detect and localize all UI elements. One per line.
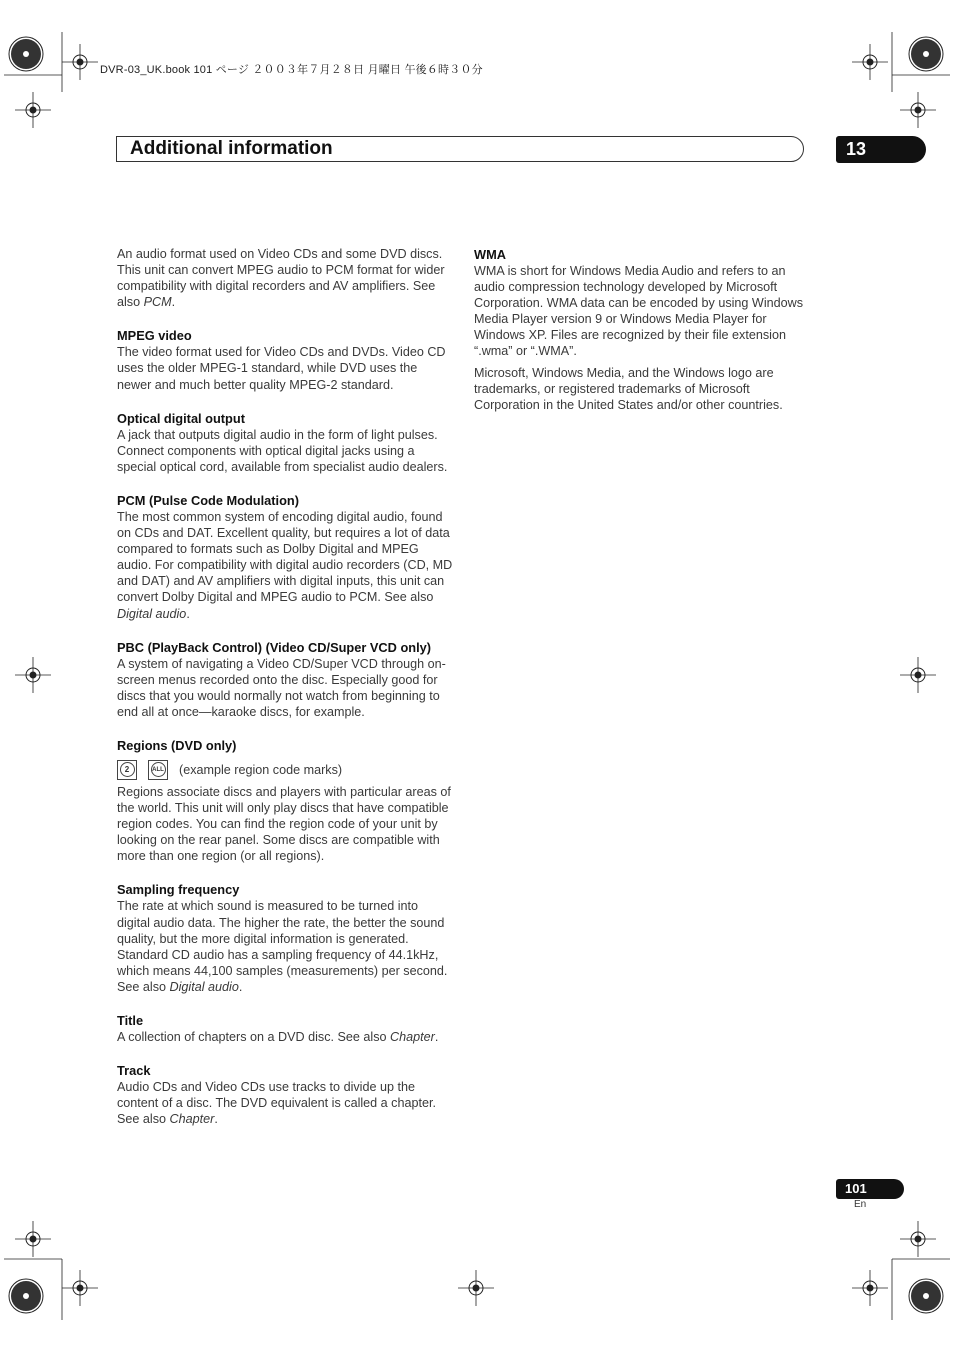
entry-pbc [117,639,453,720]
sampling-body: The rate at which sound is measured to be turned into digital audio data. The higher the rate, the better the sound quality, but the more digital information is generated. Standard CD audio has a sampling frequency of 44.1kHz, which means 44,100 samples (measurements) per second. See also [117,899,448,994]
entry-mpeg-video [117,327,453,392]
entry-track [117,1062,453,1127]
page-title: Additional information [130,138,333,159]
title-body: A collection of chapters on a DVD disc. See also [117,1030,391,1044]
term-heading: Sampling frequency [117,882,240,898]
region-all-mark-icon [148,760,168,780]
title-see-also: Chapter [390,1030,435,1044]
track-end: . [214,1112,218,1127]
pcm-body: The most common system of encoding digital audio, found on CDs and DAT. Excellent quality, but requires a lot of data compared to formats such as Dolby Digital and MPEG audio. For compatibility with digital audio recorders (CD, MD and DAT) and AV amplifiers with digital inputs, this unit can convert Dolby Digital and MPEG audio to PCM. See also [117,509,453,605]
term-definition: A jack that outputs digital audio in the form of light pulses. Connect components with optical digital jacks using a special optical cord, available from specialist audio dealers. [117,427,448,474]
intro-see-also: PCM [143,295,172,310]
intro-end: . [171,295,176,310]
chapter-number: 13 [836,136,926,163]
entry-pcm [117,492,453,622]
left-column [117,246,453,1144]
entry-regions [117,737,453,864]
term-definition: Regions associate discs and players with particular areas of the world. This unit will only play discs that have compatible region codes. You can find the region code of your unit by looking on the rear panel. Some discs are compatible with more than one region (or all regions). [117,784,451,864]
entry-sampling-frequency [117,881,453,995]
track-see-also: Chapter [169,1112,215,1127]
region-all-label: ALL [152,766,164,773]
track-body: Audio CDs and Video CDs use tracks to divide up the content of a disc. The DVD equivalent is called a chapter. See also [117,1080,436,1127]
term-heading: Regions (DVD only) [117,737,237,753]
term-definition [117,509,453,622]
term-heading: Optical digital output [117,410,245,426]
sampling-end: . [238,979,243,994]
term-heading: PCM (Pulse Code Modulation) [117,492,299,508]
intro-body: An audio format used on Video CDs and some DVD discs. This unit can convert MPEG audio to PCM format for wider compatibility with digital recorders and AV amplifiers. See also [117,247,445,310]
region-marks-row [117,760,453,780]
trademark-notice: Microsoft, Windows Media, and the Windows logo are trademarks, or registered trademarks of Microsoft Corporation in the United States and/or other countries. [474,365,783,412]
pcm-see-also: Digital audio [117,606,187,621]
language-code: En [854,1199,867,1210]
term-heading: WMA [474,247,506,262]
term-definition [117,1029,453,1045]
term-definition [117,898,453,995]
term-heading: Track [117,1063,151,1079]
region-number: 2 [124,764,130,774]
pcm-end: . [186,606,190,621]
term-definition: A system of navigating a Video CD/Super VCD through on-screen menus recorded onto the disc. Especially good for discs that you would normally not watch from beginning to end all at once—karaoke discs, for example. [117,656,446,719]
entry-wma [474,246,810,413]
term-heading: Title [117,1013,144,1028]
entry-mpeg-audio-cont [117,246,453,310]
term-heading: PBC (PlayBack Control) (Video CD/Super VCD only) [117,639,432,655]
sampling-see-also: Digital audio [169,979,239,994]
term-definition: WMA is short for Windows Media Audio and refers to an audio compression technology developed by Microsoft Corporation. WMA data can be encoded by using Windows Media Player version 9 or Windows Media Player for Windows XP. Files are recognized by their file extension “.wma” or “.WMA”. [474,264,804,359]
entry-title [117,1012,453,1045]
page-number: 101 [836,1179,904,1199]
term-heading: MPEG video [117,328,192,344]
right-column [474,246,810,430]
region-caption: (example region code marks) [179,762,343,777]
region-2-mark-icon [117,760,137,780]
term-definition: The video format used for Video CDs and DVDs. Video CD uses the older MPEG-1 standard, while DVD uses the newer and much better quality MPEG-2 standard. [117,345,446,392]
term-definition [117,1079,453,1127]
entry-optical-digital-output [117,410,453,475]
print-slug: DVR-03_UK.book 101 ページ ２００３年７月２８日 月曜日 午後６時３０分 [100,64,483,76]
intro-text [117,246,453,310]
title-end: . [434,1030,439,1044]
